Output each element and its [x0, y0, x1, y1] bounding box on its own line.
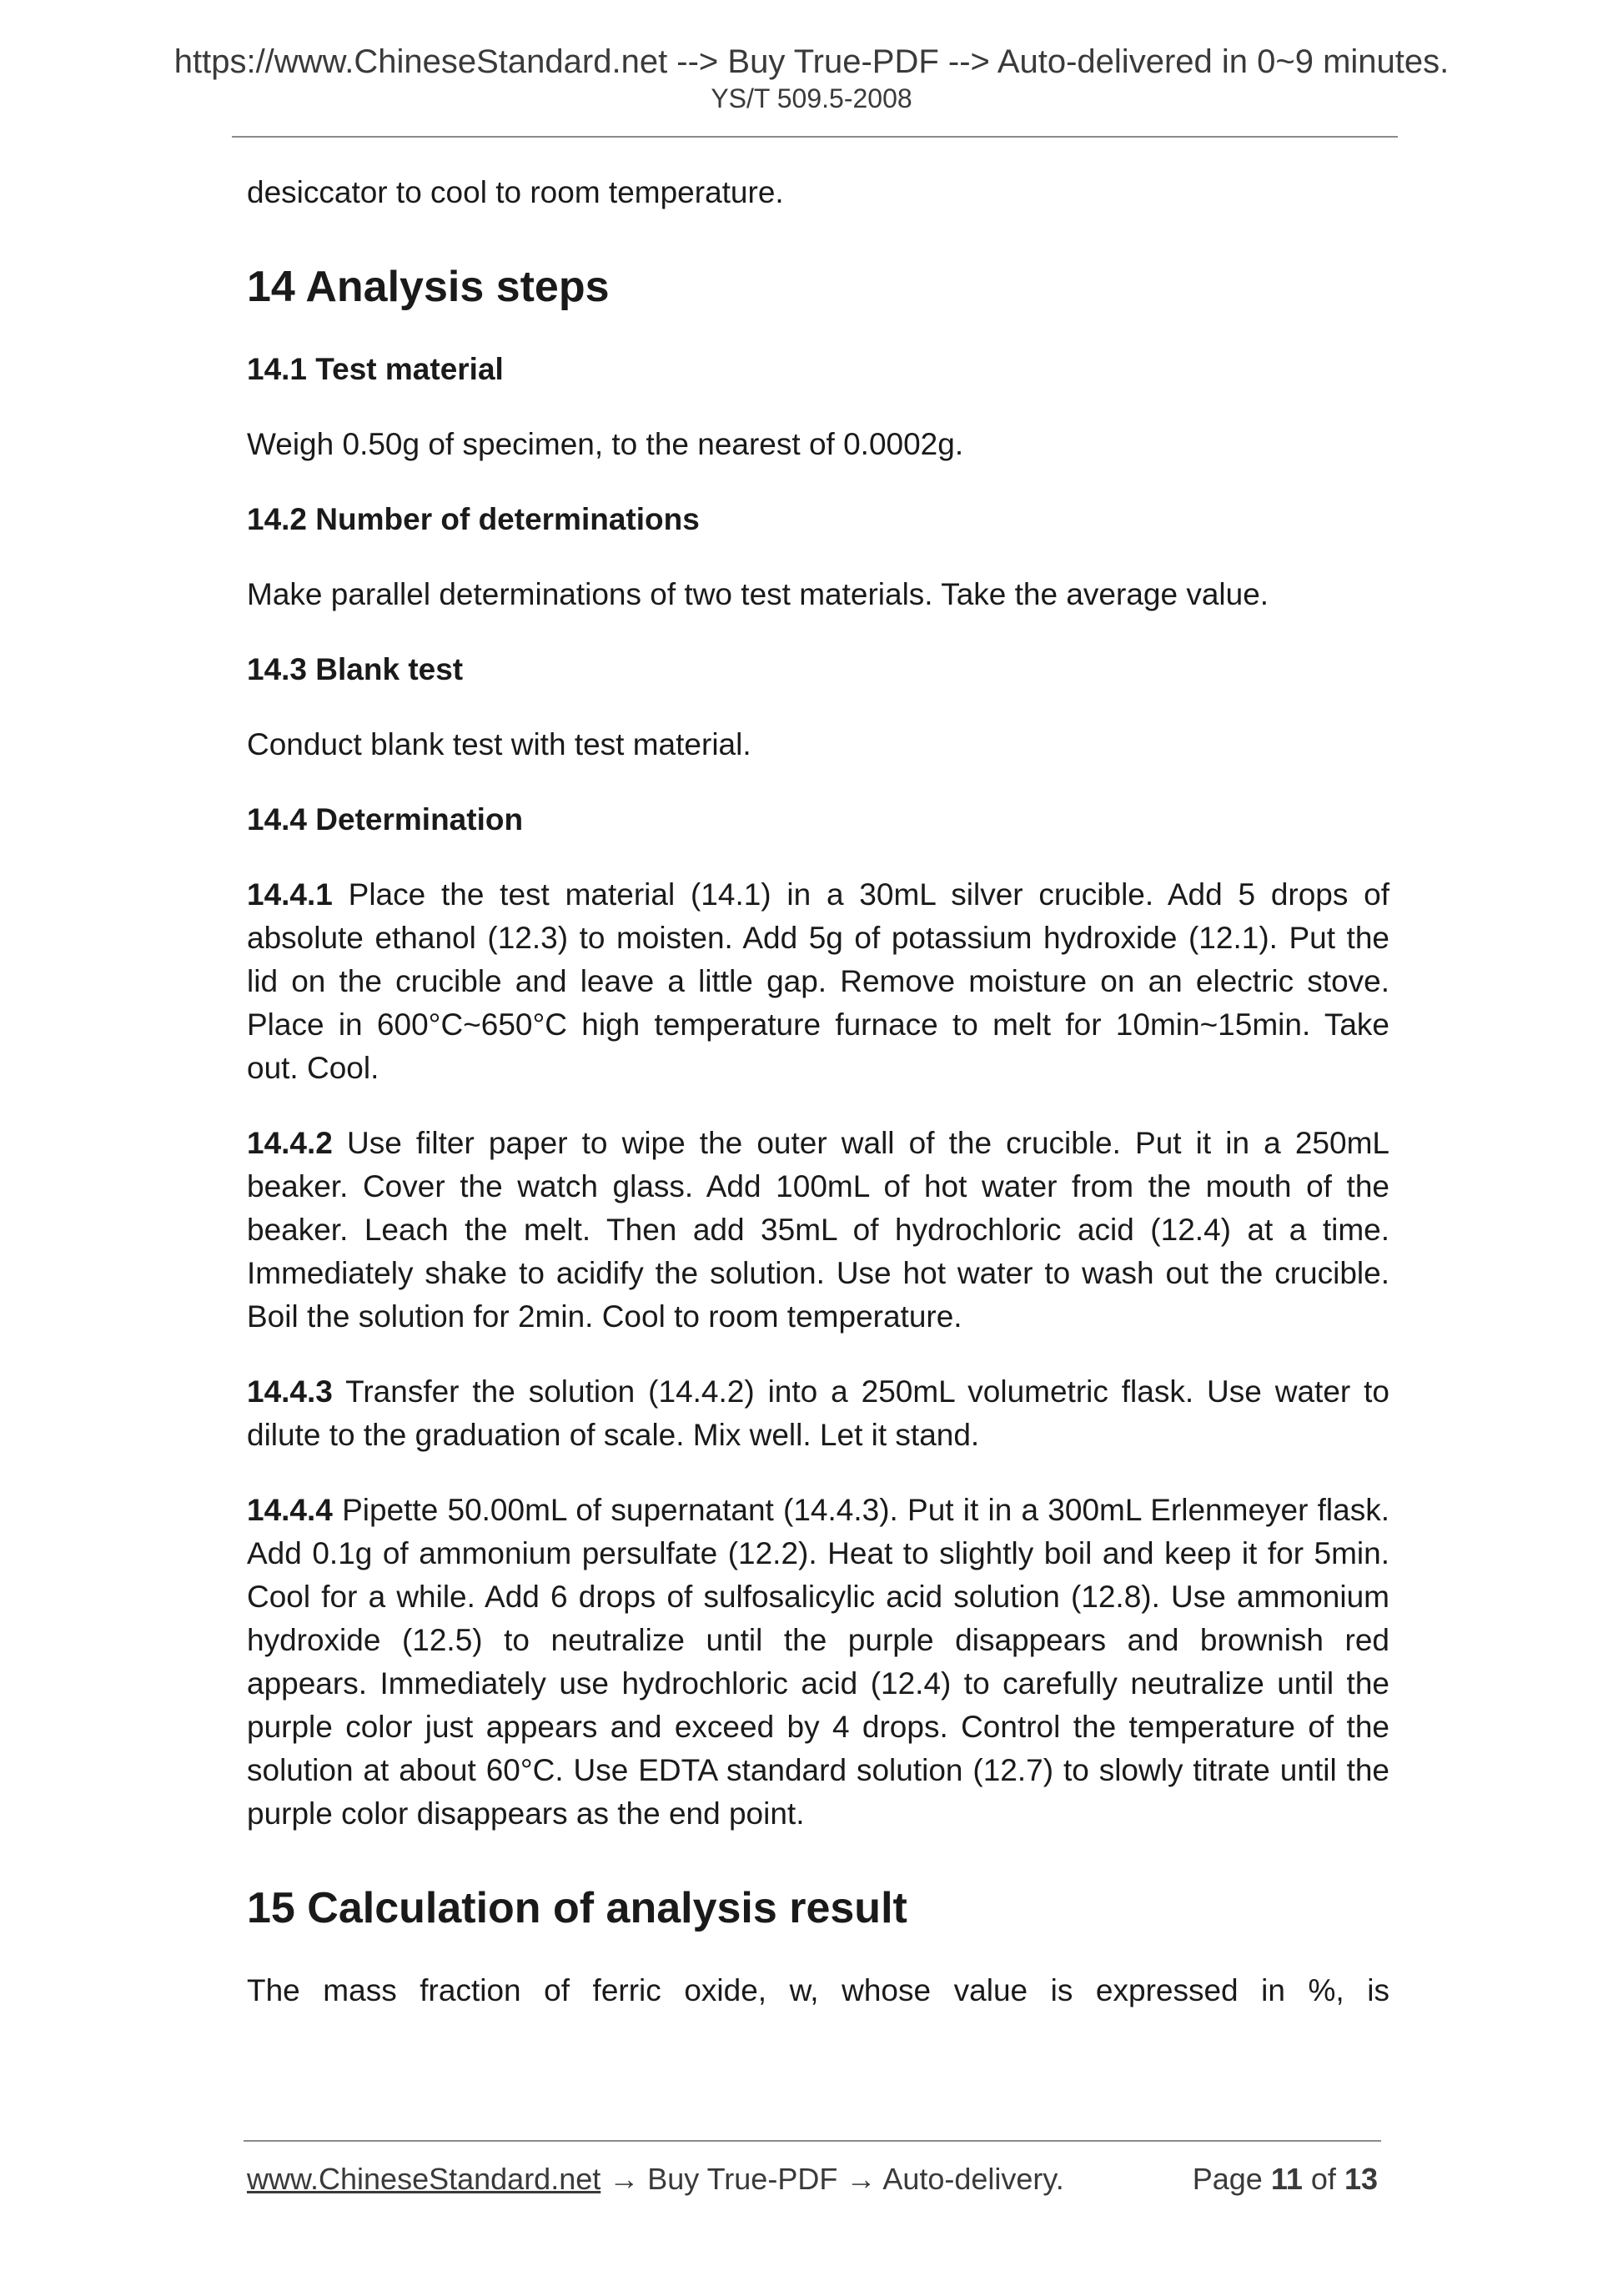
header-divider	[232, 136, 1398, 138]
continued-text: desiccator to cool to room temperature.	[247, 175, 784, 209]
subsection-14-2-heading: 14.2 Number of determinations	[247, 502, 700, 536]
page-label: Page	[1192, 2162, 1263, 2196]
source-banner: https://www.ChineseStandard.net --> Buy True-PDF --> Auto-delivered in 0~9 minutes.	[173, 43, 1450, 80]
subsection-14-1-heading: 14.1 Test material	[247, 352, 504, 386]
section-14-heading: 14 Analysis steps	[247, 263, 610, 311]
clause-number: 14.4.3	[247, 1374, 333, 1409]
footer-site-link[interactable]: www.ChineseStandard.net	[247, 2162, 601, 2196]
subsection-14-3-heading: 14.3 Blank test	[247, 652, 464, 686]
clause-14-4-4	[247, 1489, 1389, 1836]
page-current: 11	[1270, 2162, 1303, 2196]
clause-text: Transfer the solution (14.4.2) into a 250mL volumetric flask. Use water to dilute to the graduation of scale. Mix well. Let it stand.	[247, 1374, 1389, 1452]
subsection-14-3-text: Conduct blank test with test material.	[247, 727, 751, 761]
subsection-14-1-text: Weigh 0.50g of specimen, to the nearest of 0.0002g.	[247, 427, 964, 461]
clause-number: 14.4.1	[247, 877, 333, 912]
clause-text: Place the test material (14.1) in a 30mL silver crucible. Add 5 drops of absolute ethanol (12.3) to moisten. Add 5g of potassium hydroxide (12.1). Put the lid on the crucible and leave a little gap. Remove moisture on an electric stove. Place in 600°C~650°C high temperature furnace to melt for 10min~15min. Take out. Cool.	[247, 877, 1390, 1085]
footer-tagline: → Buy True-PDF → Auto-delivery.	[600, 2162, 1064, 2196]
clause-number: 14.4.4	[247, 1493, 333, 1527]
footer-divider	[244, 2140, 1381, 2142]
section-15-heading: 15 Calculation of analysis result	[247, 1884, 907, 1932]
page-number	[1193, 2162, 1378, 2197]
page-content	[247, 171, 1389, 2044]
clause-text: Pipette 50.00mL of supernatant (14.4.3). Put it in a 300mL Erlenmeyer flask. Add 0.1g of ammonium persulfate (12.2). Heat to slightly boil and keep it for 5min. Cool for a while. Add 6 drops of sulfosalicylic acid solution (12.8). Use ammonium hydroxide (12.5) to neutralize until the purple disappears and brownish red appears. Immediately use hydrochloric acid (12.4) to carefully neutralize until the purple color just appears and exceed by 4 drops. Control the temperature of the solution at about 60°C. Use EDTA standard solution (12.7) to slowly titrate until the purple color disappears as the end point.	[247, 1493, 1389, 1831]
standard-number: YS/T 509.5-2008	[711, 83, 912, 113]
page-of: of	[1310, 2162, 1336, 2196]
section-15-text: The mass fraction of ferric oxide, w, whose value is expressed in %, is	[247, 1973, 1389, 2007]
page-total: 13	[1344, 2162, 1378, 2196]
clause-text: Use filter paper to wipe the outer wall of the crucible. Put it in a 250mL beaker. Cover the watch glass. Add 100mL of hot water from the mouth of the beaker. Leach the melt. Then add 35mL of hydrochloric acid (12.4) at a time. Immediately shake to acidify the solution. Use hot water to wash out the crucible. Boil the solution for 2min. Cool to room temperature.	[247, 1126, 1389, 1334]
clause-14-4-1	[247, 873, 1389, 1090]
clause-number: 14.4.2	[247, 1126, 333, 1160]
clause-14-4-2	[247, 1122, 1389, 1339]
clause-14-4-3	[247, 1370, 1389, 1457]
subsection-14-2-text: Make parallel determinations of two test materials. Take the average value.	[247, 577, 1269, 611]
subsection-14-4-heading: 14.4 Determination	[247, 802, 524, 837]
page-footer	[247, 2162, 1381, 2197]
